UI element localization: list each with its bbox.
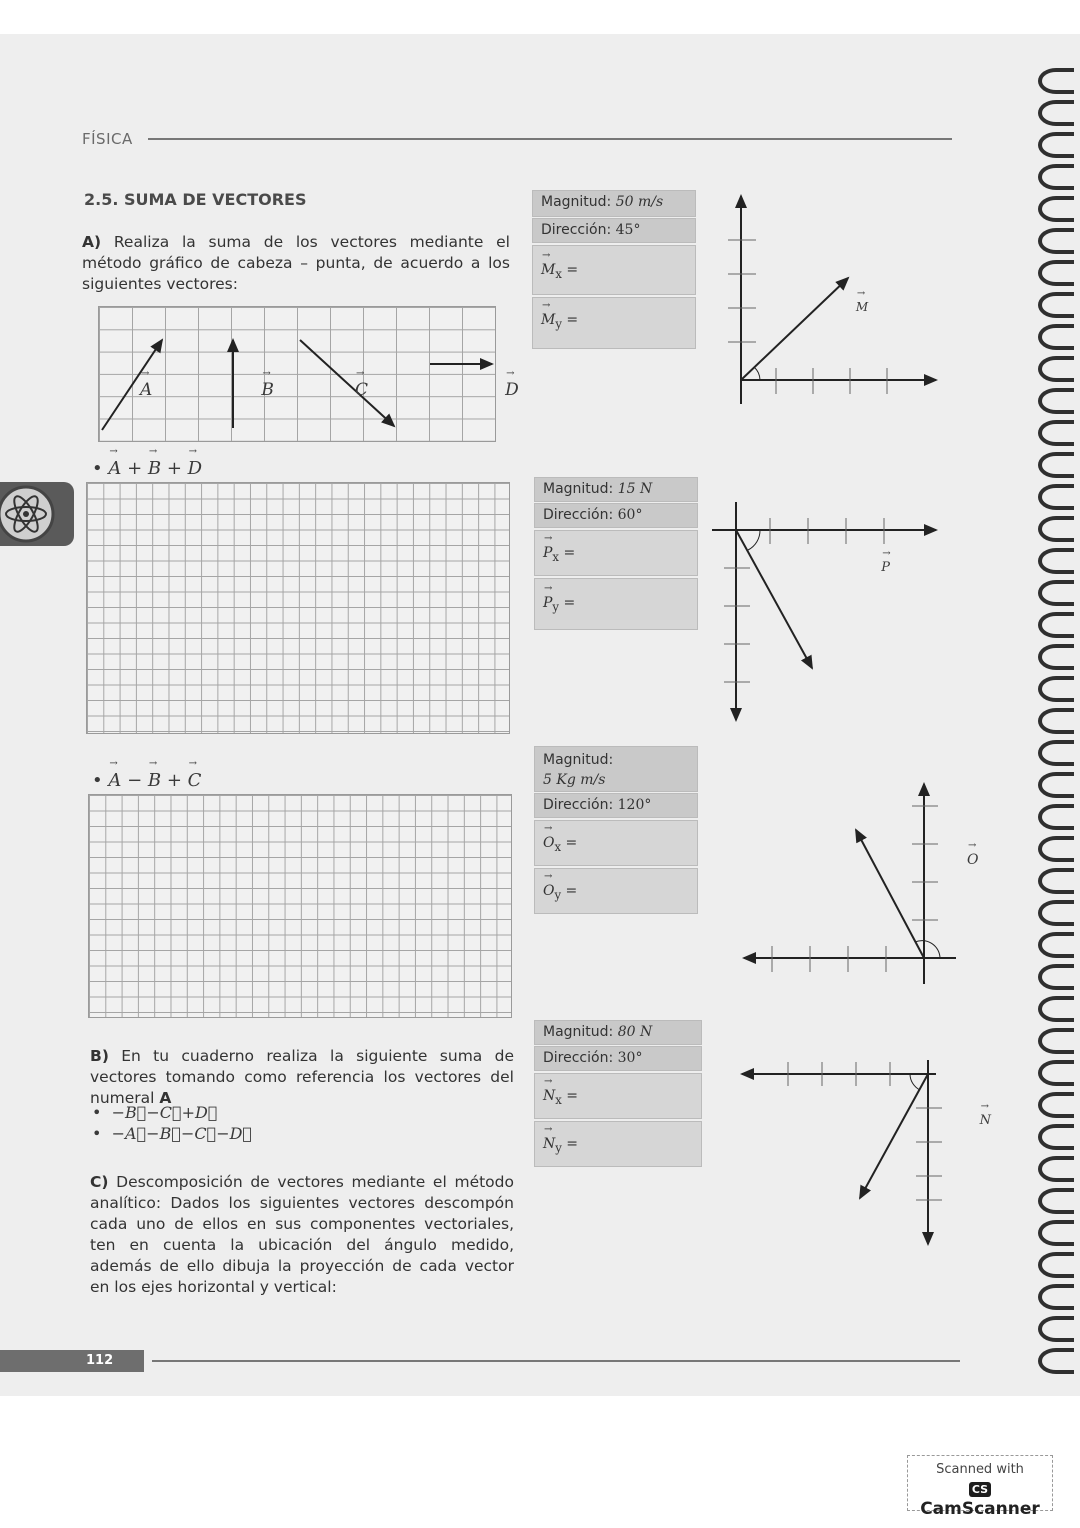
ex1-op2: +	[161, 458, 188, 479]
vector-m-direction: Dirección: 45°	[532, 218, 696, 243]
vector-p-direction: Dirección: 60°	[534, 503, 698, 528]
part-b-expr-2: • −A⃗−B⃗−C⃗−D⃗	[92, 1124, 253, 1143]
part-c-text: Descomposición de vectores mediante el método analítico: Dados los siguientes vectores descompón cada uno de ellos en sus componentes vectoriales, ten en cuenta la ubicación del ángulo medido, además de ello dibuja la proyección de cada vector en los ejes horizontal y vertical:	[90, 1173, 514, 1296]
vector-n-x-component: → $N_x$ =	[534, 1073, 702, 1119]
spiral-binding	[1040, 34, 1080, 1396]
vector-o-magnitude: Magnitud: 5 Kg m/s	[534, 746, 698, 792]
vector-m-magnitude: Magnitud: 50 m/s	[532, 190, 696, 217]
vector-c-label: → C	[355, 380, 368, 400]
part-b-letter: B)	[90, 1047, 109, 1065]
atom-icon	[0, 482, 60, 548]
vector-o-direction: Dirección: 120°	[534, 793, 698, 818]
vector-o-box	[534, 746, 698, 914]
ex1-term-b: → B	[148, 458, 161, 479]
diagram-n-label: → $_N$	[980, 1113, 991, 1128]
diagram-m	[728, 196, 936, 404]
diagram-o	[744, 784, 956, 984]
part-a-instructions	[82, 232, 510, 295]
vector-m-box	[532, 190, 696, 349]
vector-m-y-component: → $M_y$ =	[532, 297, 696, 349]
book-page	[0, 34, 1080, 1396]
part-c-instructions	[90, 1172, 514, 1298]
section-title: 2.5. SUMA DE VECTORES	[84, 190, 307, 209]
ex2-op1: −	[121, 770, 148, 791]
vector-c-arrow	[300, 340, 394, 426]
subject-header: FÍSICA	[82, 130, 133, 148]
page-number: 112	[0, 1350, 144, 1372]
vector-d-label: → D	[505, 380, 519, 400]
vector-o-y-component: → $O_y$ =	[534, 868, 698, 914]
vector-diagrams	[700, 184, 970, 1334]
ex1-term-a: → A	[108, 458, 121, 479]
vector-p-x-component: → $P_x$ =	[534, 530, 698, 576]
exercise-2-grid[interactable]	[88, 794, 512, 1018]
ex2-term-b: → B	[148, 770, 161, 791]
part-b-text: En tu cuaderno realiza la siguiente suma de vectores tomando como referencia los vectores del numeral	[90, 1047, 514, 1107]
header-rule	[148, 138, 952, 140]
part-b-expr-1: • −B⃗−C⃗+D⃗	[92, 1103, 218, 1122]
footer-rule	[152, 1360, 960, 1362]
vector-a-label: → A	[140, 380, 152, 400]
vector-a-arrow	[102, 340, 162, 430]
vector-m-x-component: → $M_x$ =	[532, 245, 696, 295]
part-a-text: Realiza la suma de los vectores mediante el método gráfico de cabeza – punta, de acuerdo a los siguientes vectores:	[82, 233, 510, 293]
exercise-1-expression: • → A + → B + → D	[92, 458, 202, 479]
exercise-2-expression: • → A − → B + → C	[92, 770, 201, 791]
part-a-letter: A)	[82, 233, 102, 251]
part-b-instructions	[90, 1046, 514, 1109]
camscanner-brand: CS CamScanner	[920, 1482, 1040, 1519]
ex2-term-c: → C	[188, 770, 202, 791]
ex2-op2: +	[161, 770, 188, 791]
diagram-n	[742, 1060, 942, 1244]
diagram-o-label: → O	[967, 852, 978, 868]
vector-n-magnitude: Magnitud: 80 N	[534, 1020, 702, 1045]
vector-p-y-component: → $P_y$ =	[534, 578, 698, 630]
vector-p-box	[534, 477, 698, 630]
vector-n-box	[534, 1020, 702, 1167]
diagram-m-label: → $_M$	[856, 300, 868, 314]
part-c-letter: C)	[90, 1173, 109, 1191]
diagram-p-label: → $_P$	[881, 560, 890, 575]
ex2-term-a: → A	[108, 770, 121, 791]
vector-p-magnitude: Magnitud: 15 N	[534, 477, 698, 502]
part-b-expressions	[92, 1102, 252, 1144]
ex1-term-d: → D	[188, 458, 202, 479]
ex1-op1: +	[121, 458, 148, 479]
diagram-p	[712, 502, 936, 720]
camscanner-logo-icon: CS	[969, 1482, 991, 1497]
vector-b-label: → B	[261, 380, 274, 400]
reference-vectors-drawing	[98, 306, 498, 446]
exercise-1-grid[interactable]	[86, 482, 510, 734]
vector-n-direction: Dirección: 30°	[534, 1046, 702, 1071]
vector-n-y-component: → $N_y$ =	[534, 1121, 702, 1167]
vector-o-x-component: → $O_x$ =	[534, 820, 698, 866]
camscanner-badge	[907, 1455, 1053, 1519]
part-b-ref: A	[159, 1089, 172, 1107]
scanned-with-text: Scanned with	[936, 1462, 1024, 1477]
